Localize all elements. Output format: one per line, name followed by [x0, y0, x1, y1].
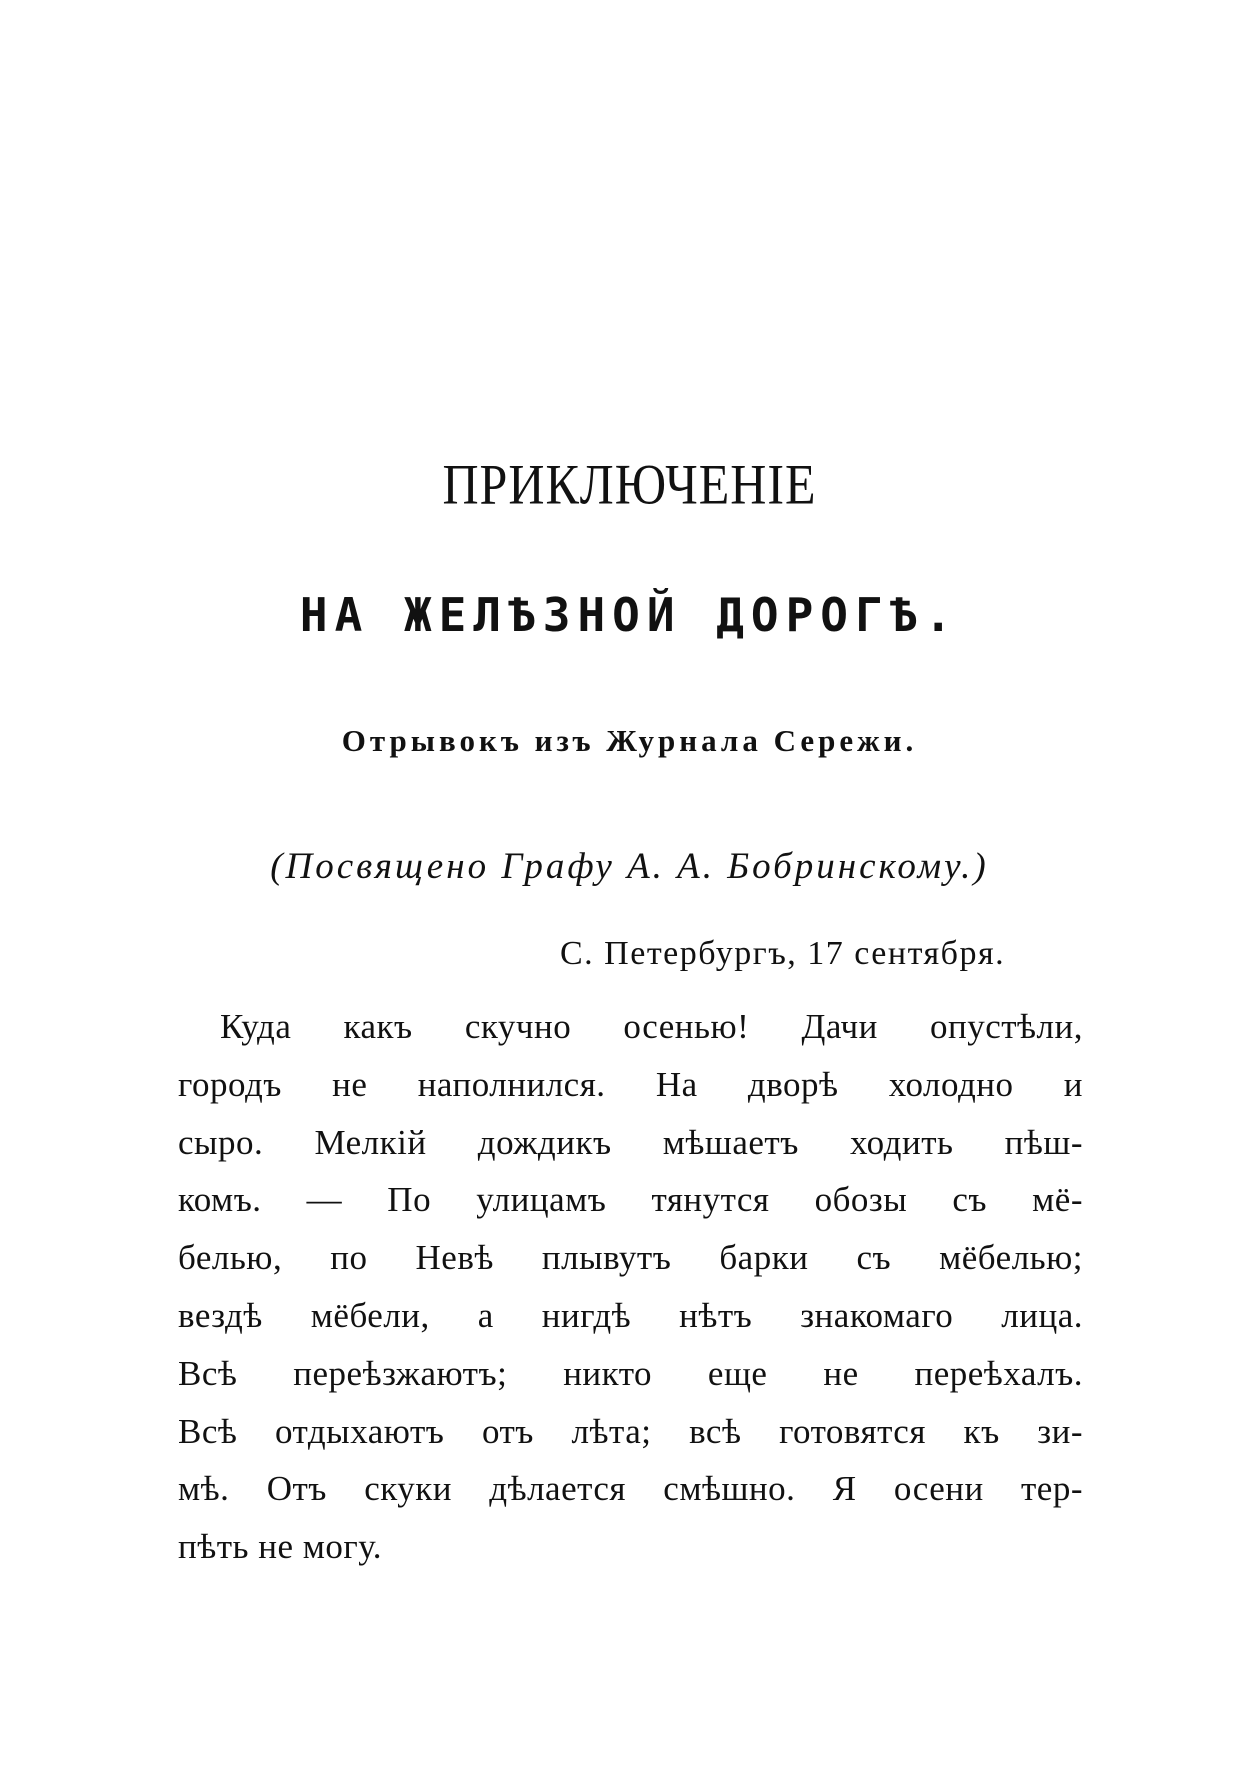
body-line: сыро. Мелкiй дождикъ мѣшаетъ ходить пѣш-: [178, 1122, 1083, 1162]
body-line: Куда какъ скучно осенью! Дачи опустѣли,: [220, 1007, 1083, 1046]
body-line: комъ. — По улицамъ тянутся обозы съ мё-: [178, 1180, 1083, 1220]
dedication-line: (Посвящено Графу А. А. Бобринскому.): [270, 846, 989, 887]
body-paragraph: [178, 998, 1083, 1576]
chapter-title: ПРИКЛЮЧЕНIЕ: [442, 451, 817, 517]
body-line: вездѣ мёбели, а нигдѣ нѣтъ знакомаго лица.: [178, 1295, 1083, 1335]
chapter-subtitle: НА ЖЕЛѢЗНОЙ ДОРОГѢ.: [299, 588, 960, 642]
excerpt-heading: Отрывокъ изъ Журнала Сережи.: [341, 723, 918, 758]
body-line: Всѣ отдыхаютъ отъ лѣта; всѣ готовятся къ зи-: [178, 1411, 1083, 1451]
body-line: белью, по Невѣ плывутъ барки съ мёбелью;: [178, 1238, 1083, 1278]
body-line: городъ не наполнился. На дворѣ холодно и: [178, 1064, 1083, 1104]
body-line: Всѣ переѣзжаютъ; никто еще не переѣхалъ.: [178, 1353, 1083, 1393]
place-date-line: С. Петербургъ, 17 сентября.: [560, 935, 1006, 972]
body-line: мѣ. Отъ скуки дѣлается смѣшно. Я осени тер-: [178, 1469, 1083, 1509]
body-line: пѣть не могу.: [178, 1527, 383, 1567]
